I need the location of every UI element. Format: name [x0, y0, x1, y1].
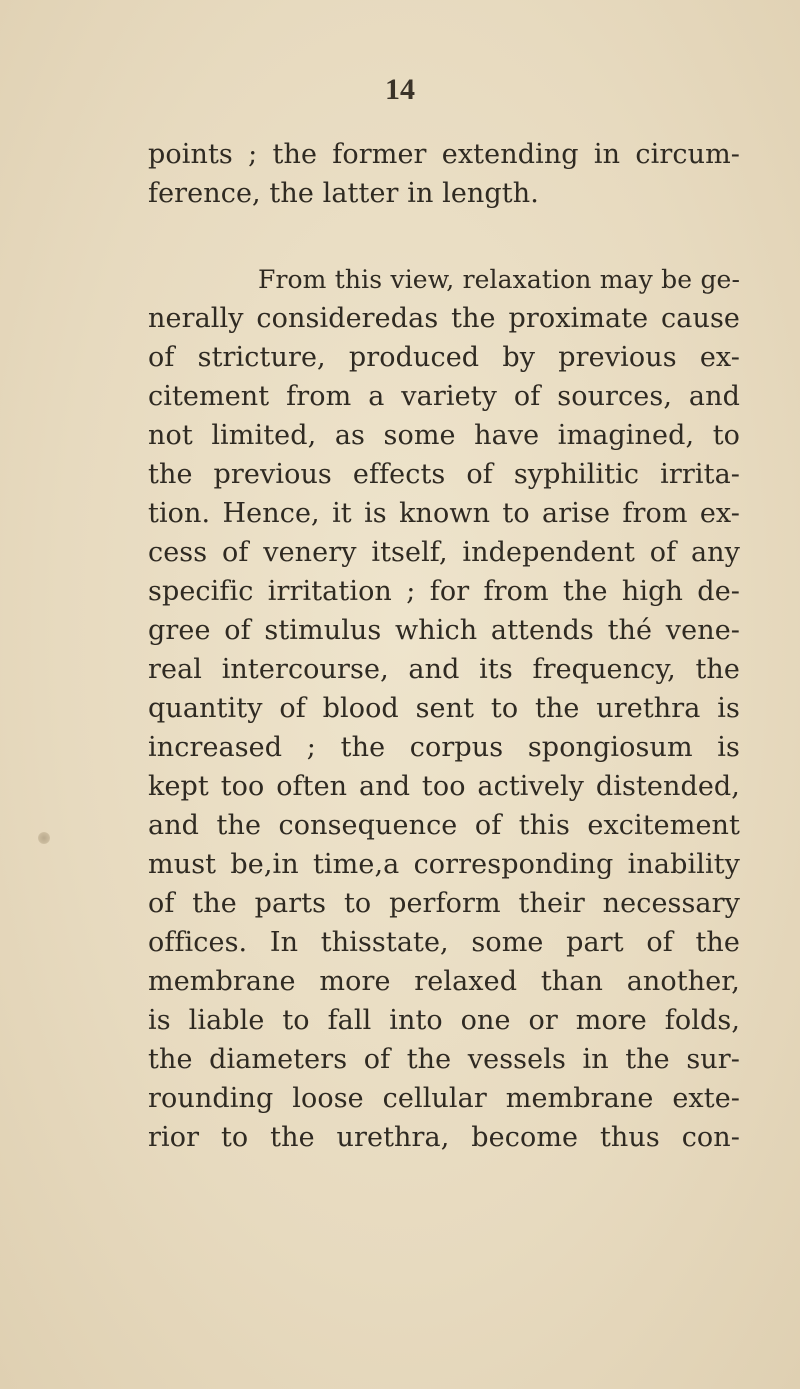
paragraph-2: [148, 260, 740, 1157]
text-line: From this view, relaxation may be ge-: [258, 265, 740, 294]
text-line: specific irritation ; for from the high de-: [148, 576, 740, 607]
paper-speck: [38, 832, 50, 844]
text-line: cess of venery itself, independent of any: [148, 537, 740, 568]
text-line: not limited, as some have imagined, to: [148, 420, 740, 451]
text-line: membrane more relaxed than another,: [148, 966, 740, 997]
text-line: rior to the urethra, become thus con-: [148, 1122, 740, 1153]
paragraph-1: [148, 135, 740, 213]
text-line: nerally consideredas the proximate cause: [148, 303, 740, 334]
text-line: offices. In thisstate, some part of the: [148, 927, 740, 958]
text-line: must be,in time,a corresponding inability: [148, 849, 740, 880]
text-line: gree of stimulus which attends thé vene-: [148, 615, 740, 646]
page-number: 14: [385, 73, 415, 106]
text-line: and the consequence of this excitement: [148, 810, 740, 841]
text-line: rounding loose cellular membrane exte-: [148, 1083, 740, 1114]
text-line: points ; the former extending in circum-: [148, 139, 740, 170]
text-line: the previous effects of syphilitic irrita-: [148, 459, 740, 490]
text-line: of the parts to perform their necessary: [148, 888, 740, 919]
text-line: kept too often and too actively distended,: [148, 771, 740, 802]
text-line: increased ; the corpus spongiosum is: [148, 732, 740, 763]
text-line: the diameters of the vessels in the sur-: [148, 1044, 740, 1075]
text-line: tion. Hence, it is known to arise from ex-: [148, 498, 740, 529]
text-line: real intercourse, and its frequency, the: [148, 654, 740, 685]
text-line: is liable to fall into one or more folds,: [148, 1005, 740, 1036]
text-line: ference, the latter in length.: [148, 178, 539, 209]
text-line: citement from a variety of sources, and: [148, 381, 740, 412]
text-line: of stricture, produced by previous ex-: [148, 342, 740, 373]
text-line: quantity of blood sent to the urethra is: [148, 693, 740, 724]
